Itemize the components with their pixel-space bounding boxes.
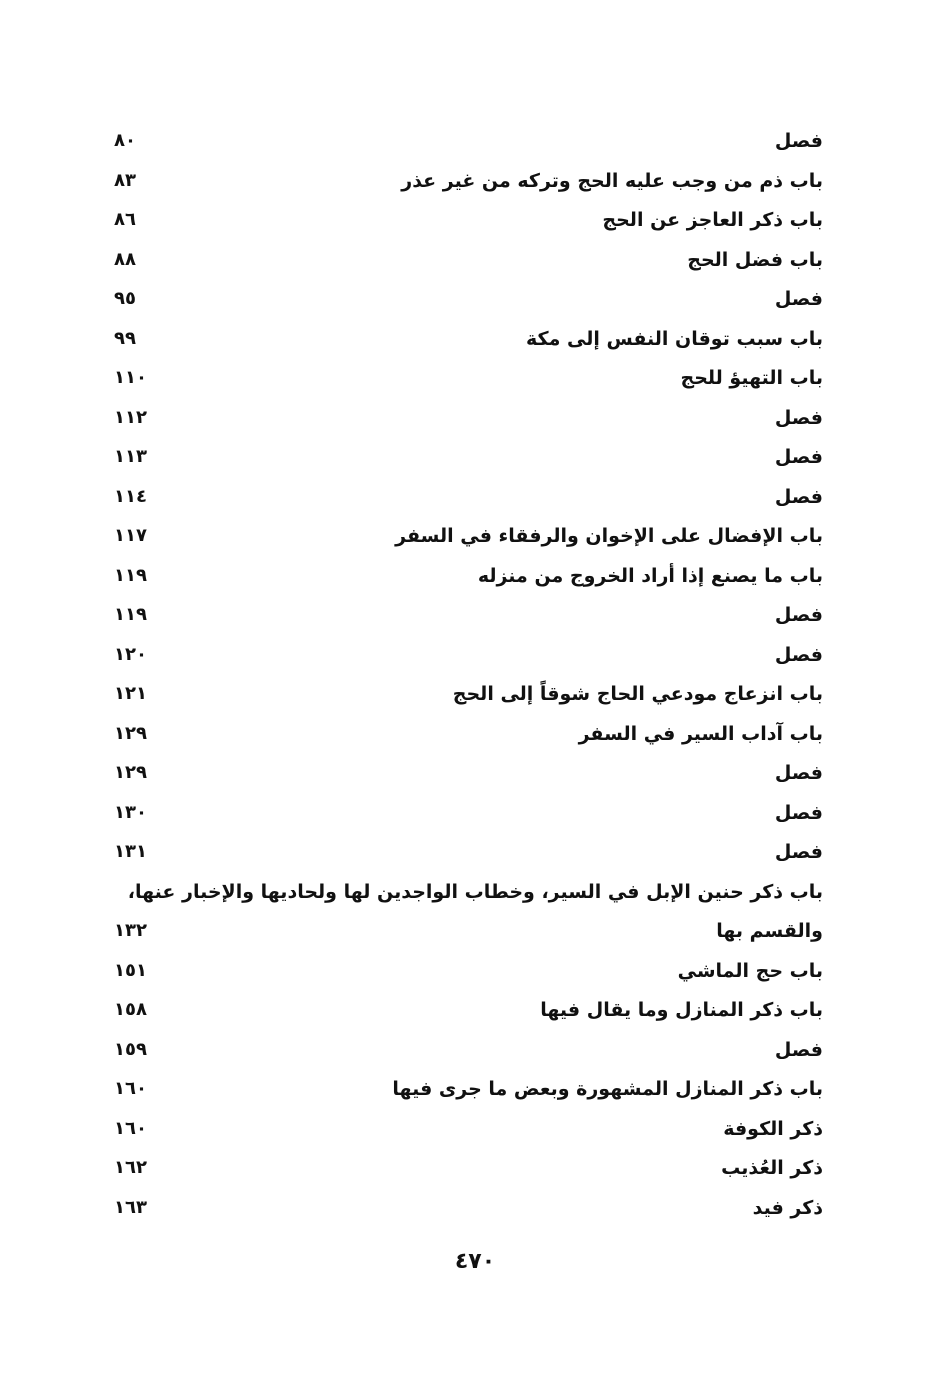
toc-entry-page: ١٢٩ (114, 762, 147, 783)
toc-entry-title: باب حج الماشي (677, 959, 823, 982)
toc-entry (0, 518, 950, 558)
toc-entry (0, 953, 950, 993)
toc-entry-page: ١١٤ (114, 485, 147, 507)
toc-entry-title: فصل (774, 485, 823, 508)
toc-entry (0, 1111, 950, 1151)
toc-entry-title: فصل (774, 801, 823, 824)
toc-entry-page: ١١٧ (114, 525, 147, 546)
toc-entry (0, 479, 950, 519)
toc-entry-title: فصل (774, 841, 823, 863)
toc-entry-page: ١٦٠ (114, 1117, 147, 1139)
toc-entry (0, 123, 950, 163)
toc-entry-title: فصل (774, 1038, 823, 1061)
toc-entry-title: باب آداب السير في السفر (578, 722, 823, 745)
toc-entry-page: ١٢١ (114, 683, 147, 704)
toc-entry (0, 242, 950, 282)
toc-entry-page: ٩٥ (114, 288, 136, 309)
toc-entry (0, 834, 950, 874)
toc-entry-title: باب الإفضال على الإخوان والرفقاء في السفر (395, 525, 823, 547)
toc-entry-title: باب ذم من وجب عليه الحج وتركه من غير عذر (401, 169, 823, 192)
toc-entry (0, 281, 950, 321)
toc-entry (0, 202, 950, 242)
toc-entry-page: ٨٦ (114, 209, 136, 230)
toc-entry-title: باب فضل الحج (687, 248, 823, 271)
toc-entry (0, 913, 950, 953)
toc-entry-title: فصل (774, 130, 823, 152)
toc-entry (0, 1032, 950, 1072)
toc-entry-page: ١٥٩ (114, 1038, 147, 1060)
toc-entry-page: ١١٩ (114, 604, 147, 625)
toc-entry (0, 1150, 950, 1190)
page-number: ٤٧٠ (454, 1249, 496, 1274)
toc-entry-title: فصل (774, 288, 823, 310)
toc-entry-page: ١٢٠ (114, 643, 147, 665)
toc-entry-title: والقسم بها (716, 920, 823, 942)
toc-entry (0, 321, 950, 361)
toc-entry (0, 992, 950, 1032)
toc-entry-title: فصل (774, 643, 823, 666)
toc-entry-page: ٩٩ (114, 327, 136, 349)
toc-entry-title: باب التهيؤ للحج (680, 367, 823, 389)
toc-entry (0, 558, 950, 598)
table-of-contents (0, 123, 950, 1229)
toc-entry (0, 795, 950, 835)
toc-entry-page: ١٦٣ (114, 1196, 147, 1218)
toc-entry (0, 360, 950, 400)
toc-entry-page: ١٦٠ (114, 1078, 147, 1099)
toc-entry-page: ١١٣ (114, 446, 147, 467)
toc-entry-title: باب ذكر حنين الإبل في السير، وخطاب الواجدين لها ولحاديها والإخبار عنها، (127, 880, 823, 903)
toc-entry-page: ١١٠ (114, 367, 147, 388)
toc-entry-title: باب سبب توقان النفس إلى مكة (526, 327, 823, 350)
toc-entry-page: ٨٠ (114, 130, 136, 151)
toc-entry (0, 676, 950, 716)
toc-entry-title: ذكر فيد (752, 1196, 823, 1219)
toc-entry-title: باب ما يصنع إذا أراد الخروج من منزله (477, 564, 823, 587)
toc-entry-page: ١٥١ (114, 959, 147, 981)
toc-entry-title: فصل (774, 446, 823, 468)
toc-entry (0, 637, 950, 677)
toc-entry-title: باب ذكر المنازل المشهورة وبعض ما جرى فيها (392, 1078, 823, 1100)
toc-entry-title: باب انزعاج مودعي الحاج شوقاً إلى الحج (452, 683, 823, 705)
toc-entry-page: ١٣٠ (114, 801, 147, 823)
toc-entry (0, 400, 950, 440)
toc-entry-title: فصل (774, 604, 823, 626)
toc-entry-title: باب ذكر المنازل وما يقال فيها (540, 999, 823, 1021)
toc-entry (0, 755, 950, 795)
toc-entry-page: ١٣١ (114, 841, 147, 862)
toc-entry-page: ١٥٨ (114, 999, 147, 1020)
toc-entry-page: ١٣٢ (114, 920, 147, 941)
toc-entry-page: ١٢٩ (114, 722, 147, 744)
toc-entry-page: ٨٨ (114, 248, 136, 270)
toc-entry-title: ذكر العُذيب (721, 1157, 823, 1179)
toc-entry (0, 1190, 950, 1230)
toc-entry (0, 716, 950, 756)
toc-entry (0, 1071, 950, 1111)
toc-entry-title: باب ذكر العاجز عن الحج (602, 209, 823, 231)
toc-entry-page: ١٦٢ (114, 1157, 147, 1178)
toc-entry-title: ذكر الكوفة (723, 1117, 823, 1140)
toc-entry (0, 163, 950, 203)
toc-entry-page: ١١٩ (114, 564, 147, 586)
toc-entry-page: ٨٣ (114, 169, 136, 191)
toc-entry-title: فصل (774, 406, 823, 429)
toc-entry-page: ١١٢ (114, 406, 147, 428)
toc-entry-title: فصل (774, 762, 823, 784)
toc-entry (0, 439, 950, 479)
toc-entry (0, 874, 950, 914)
toc-entry (0, 597, 950, 637)
